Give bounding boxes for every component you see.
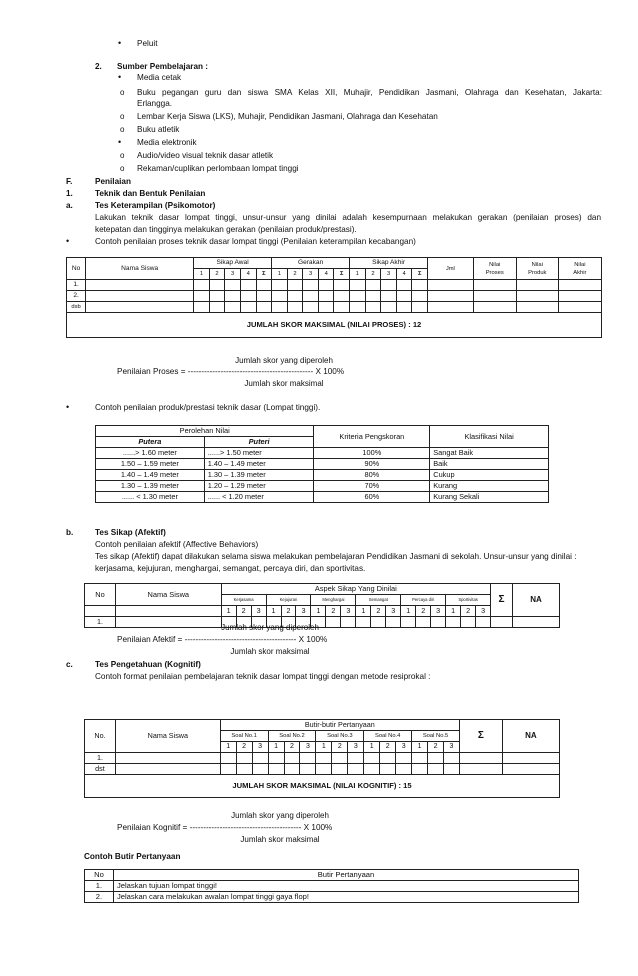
table-row: 2. Jelaskan cara melakukan awalan lompat tinggi gaya flop! xyxy=(85,892,579,903)
list-item: Peluit xyxy=(137,39,158,48)
col-nilai-produk: Nilai Produk xyxy=(516,258,558,280)
table-row: ......> 1.60 meter ......> 1.50 meter 100% Sangat Baik xyxy=(96,448,549,459)
col-sigma: Σ xyxy=(459,720,502,753)
table-row: 1. Jelaskan tujuan lompat tinggi! xyxy=(85,881,579,892)
aspek-kerjasama: Kerjasama xyxy=(221,595,266,606)
list-item: Contoh penilaian produk/prestasi teknik dasar (Lompat tinggi). xyxy=(95,403,321,412)
sub-col-sigma: Σ xyxy=(256,269,272,280)
section-letter: b. xyxy=(66,528,74,537)
list-item: Audio/video visual teknik dasar atletik xyxy=(137,151,274,160)
col-nama: Nama Siswa xyxy=(115,720,220,753)
sub-col-sigma: Σ xyxy=(334,269,350,280)
table-row: 1.50 – 1.59 meter 1.40 – 1.49 meter 90% Baik xyxy=(96,459,549,470)
list-item-cont: Erlangga. xyxy=(137,99,173,108)
formula-numerator: Jumlah skor yang diperoleh xyxy=(235,356,333,365)
col-sikap-akhir: Sikap Akhir xyxy=(350,258,428,269)
sub-col: 2 xyxy=(365,269,381,280)
col-no: No xyxy=(85,584,116,606)
soal-3: Soal No.3 xyxy=(316,731,364,742)
col-nilai-proses: Nilai Proses xyxy=(473,258,516,280)
formula-kognitif: Penilaian Kognitif = ----------------------------------------- X 100% xyxy=(117,823,333,832)
section-heading: Sumber Pembelajaran : xyxy=(117,62,209,71)
list-item: Rekaman/cuplikan perlombaan lompat tinggi xyxy=(137,164,299,173)
col-butir: Butir-butir Pertanyaan xyxy=(220,720,459,731)
aspek-kejujuran: Kejujuran xyxy=(266,595,311,606)
formula-afektif: Penilaian Afektif = ----------------------------------------- X 100% xyxy=(117,635,328,644)
col-no: No xyxy=(85,870,114,881)
col-kriteria: Kriteria Pengskoran xyxy=(314,426,430,448)
list-item: Media elektronik xyxy=(137,138,197,147)
col-putera: Putera xyxy=(96,437,205,448)
circle-bullet-icon xyxy=(120,150,124,161)
col-puteri: Puteri xyxy=(204,437,314,448)
col-no: No. xyxy=(85,720,116,753)
section-letter: F. xyxy=(66,177,73,186)
table-row: 1. xyxy=(85,753,560,764)
table-row: 1. xyxy=(85,617,560,628)
list-item: Buku atletik xyxy=(137,125,180,134)
circle-bullet-icon xyxy=(120,163,124,174)
subsection-title: Tes Sikap (Afektif) xyxy=(95,528,166,537)
bullet-icon xyxy=(66,402,69,413)
soal-5: Soal No.5 xyxy=(412,731,460,742)
subsection-title: Tes Keterampilan (Psikomotor) xyxy=(95,201,216,210)
list-item: Buku pegangan guru dan siswa SMA Kelas XII, Muhajir, Pendidikan Jasmani, Olahraga dan Kesehatan, Jakarta: xyxy=(137,88,602,97)
jumlah-skor-proses: JUMLAH SKOR MAKSIMAL (NILAI PROSES) : 12 xyxy=(67,313,602,338)
table-row: 1.30 – 1.39 meter 1.20 – 1.29 meter 70% Kurang xyxy=(96,481,549,492)
col-butir: Butir Pertanyaan xyxy=(113,870,578,881)
bullet-icon xyxy=(118,137,121,148)
aspek-sportivitas: Sportivitas xyxy=(446,595,491,606)
section-title: Penilaian xyxy=(95,177,131,186)
kognitif-table: No. Nama Siswa Butir-butir Pertanyaan Σ NA Soal No.1 Soal No.2 Soal No.3 Soal No.4 Soal No.5 1 2 3 1 2 3 1 2 3 1 2 3 1 2 3 1. dst JUMLAH SKOR MAKSIMAL (NILAI KOGNITIF) : 15 xyxy=(84,719,560,798)
col-perolehan: Perolehan Nilai xyxy=(96,426,314,437)
table-row: dsb xyxy=(67,302,602,313)
col-jml: Jml xyxy=(428,258,474,280)
paragraph: kerjasama, kejujuran, menghargai, semangat, percaya diri, dan sportivitas. xyxy=(95,564,366,573)
bullet-icon xyxy=(66,236,69,247)
col-na: NA xyxy=(502,720,559,753)
paragraph-cont: ketepatan dan tingginya melakukan gerakan (penilaian produk/prestasi). xyxy=(95,225,357,234)
sub-col: 2 xyxy=(209,269,225,280)
sub-col: 3 xyxy=(381,269,397,280)
sub-col: 1 xyxy=(350,269,366,280)
list-item: Media cetak xyxy=(137,73,182,82)
bullet-icon xyxy=(118,38,121,49)
soal-2: Soal No.2 xyxy=(268,731,316,742)
soal-4: Soal No.4 xyxy=(364,731,412,742)
col-klasifikasi: Klasifikasi Nilai xyxy=(430,426,549,448)
aspek-menghargai: Menghargai xyxy=(311,595,356,606)
paragraph: Contoh penilaian afektif (Affective Behaviors) xyxy=(95,540,259,549)
col-sigma: Σ xyxy=(491,584,513,617)
paragraph: Tes sikap (Afektif) dapat dilakukan selama siswa melakukan pembelajaran Pendidikan Jasmani di sekolah. Unsur-unsur yang dinilai : xyxy=(95,552,577,561)
circle-bullet-icon xyxy=(120,111,124,122)
list-item: Contoh penilaian proses teknik dasar lompat tinggi (Penilaian keterampilan kecabangan) xyxy=(95,237,416,246)
sub-col: 4 xyxy=(318,269,334,280)
section-title: Teknik dan Bentuk Penilaian xyxy=(95,189,206,198)
table-row: ...... < 1.30 meter ...... < 1.20 meter 60% Kurang Sekali xyxy=(96,492,549,503)
table-row: 2. xyxy=(67,291,602,302)
butir-table xyxy=(84,869,579,903)
formula-proses: Penilaian Proses = ---------------------------------------------- X 100% xyxy=(117,367,345,376)
sub-col: 4 xyxy=(396,269,412,280)
formula-denominator: Jumlah skor maksimal xyxy=(240,835,320,844)
paragraph: Contoh format penilaian pembelajaran teknik dasar lompat tinggi dengan metode resiprokal : xyxy=(95,672,431,681)
sub-col: 1 xyxy=(272,269,288,280)
section-title: Contoh Butir Pertanyaan xyxy=(84,852,181,861)
list-item: Lembar Kerja Siswa (LKS), Muhajir, Pendidikan Jasmani, Olahraga dan Kesehatan xyxy=(137,112,438,121)
col-aspek: Aspek Sikap Yang Dinilai xyxy=(221,584,490,595)
col-gerakan: Gerakan xyxy=(272,258,350,269)
table-row: 1.40 – 1.49 meter 1.30 – 1.39 meter 80% Cukup xyxy=(96,470,549,481)
list-number: 2. xyxy=(95,62,102,71)
sub-col: 4 xyxy=(240,269,256,280)
formula-denominator: Jumlah skor maksimal xyxy=(230,647,310,656)
col-nama: Nama Siswa xyxy=(86,258,194,280)
table-row: dst xyxy=(85,764,560,775)
subsection-title: Tes Pengetahuan (Kognitif) xyxy=(95,660,201,669)
soal-1: Soal No.1 xyxy=(220,731,268,742)
aspek-percaya-diri: Percaya diri xyxy=(401,595,446,606)
col-nilai-akhir: Nilai Akhir xyxy=(558,258,601,280)
formula-numerator: Jumlah skor yang diperoleh xyxy=(221,623,319,632)
sub-col: 3 xyxy=(303,269,319,280)
section-number: 1. xyxy=(66,189,73,198)
col-no: No xyxy=(67,258,86,280)
paragraph: Lakukan teknik dasar lompat tinggi, unsur-unsur yang dinilai adalah kesempurnaan melakukan gerakan (penilaian proses) dan xyxy=(95,213,601,222)
sub-col: 1 xyxy=(194,269,210,280)
bullet-icon xyxy=(118,72,121,83)
table-row: 1. xyxy=(67,280,602,291)
jumlah-skor-kognitif: JUMLAH SKOR MAKSIMAL (NILAI KOGNITIF) : 15 xyxy=(85,775,560,798)
aspek-semangat: Semangat xyxy=(356,595,401,606)
col-na: NA xyxy=(512,584,559,617)
formula-numerator: Jumlah skor yang diperoleh xyxy=(231,811,329,820)
col-nama: Nama Siswa xyxy=(115,584,221,606)
section-letter: c. xyxy=(66,660,73,669)
circle-bullet-icon xyxy=(120,124,124,135)
sub-col: 2 xyxy=(287,269,303,280)
afektif-table: No Nama Siswa Aspek Sikap Yang Dinilai Σ NA Kerjasama Kejujuran Menghargai Semangat Percaya diri Sportivitas 1 2 3 1 2 3 1 2 3 1 2 3 1 2 3 1 2 3 1. xyxy=(84,583,560,628)
sub-col-sigma: Σ xyxy=(412,269,428,280)
circle-bullet-icon xyxy=(120,87,124,98)
col-sikap-awal: Sikap Awal xyxy=(194,258,272,269)
sub-col: 3 xyxy=(225,269,241,280)
formula-denominator: Jumlah skor maksimal xyxy=(244,379,324,388)
section-letter: a. xyxy=(66,201,73,210)
produk-table xyxy=(95,425,549,503)
proses-table xyxy=(66,257,602,338)
